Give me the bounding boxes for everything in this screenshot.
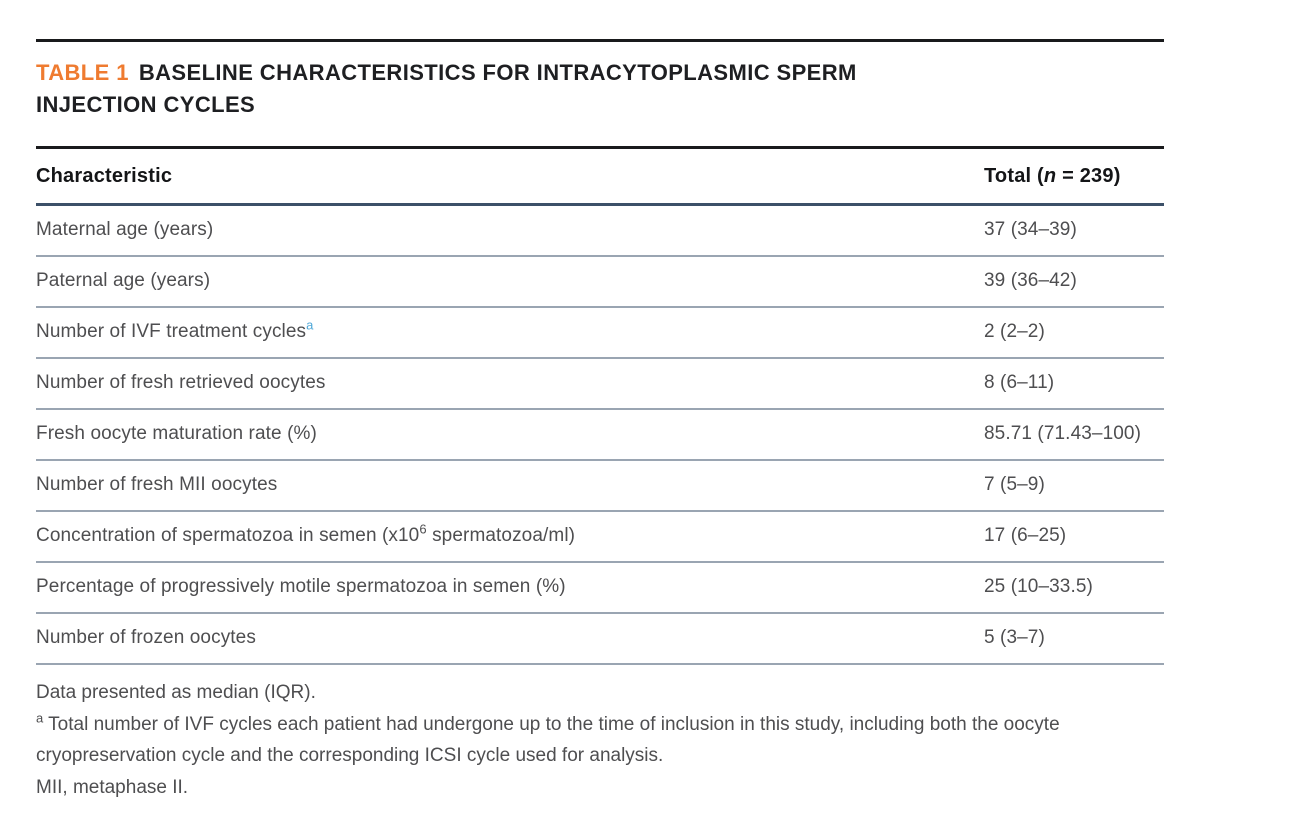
table-title-line2: INJECTION CYCLES: [36, 92, 256, 117]
italic-n: n: [1043, 165, 1057, 187]
top-divider: [36, 39, 1164, 42]
row-label: Fresh oocyte maturation rate (%): [36, 409, 984, 460]
table-row: [36, 562, 1164, 613]
table-title: [36, 57, 1164, 121]
row-value: 2 (2–2): [984, 307, 1164, 358]
footnote-mii: MII, metaphase II.: [36, 776, 189, 798]
column-header-characteristic: Characteristic: [36, 149, 984, 205]
table-row: [36, 205, 1164, 257]
table-header-row: [36, 149, 1164, 205]
row-label: Number of fresh retrieved oocytes: [36, 358, 984, 409]
row-label: Concentration of spermatozoa in semen ($x10^6$ spermatozoa/ml): [36, 511, 984, 562]
column-header-total: Total (n = 239): [984, 149, 1164, 205]
row-label: Number of frozen oocytes: [36, 613, 984, 664]
table-row: [36, 358, 1164, 409]
table-row: [36, 460, 1164, 511]
row-value: 25 (10–33.5): [984, 562, 1164, 613]
page: [0, 39, 1302, 830]
row-label: Number of IVF treatment cycles$^a$: [36, 307, 984, 358]
row-label: Maternal age (years): [36, 205, 984, 257]
table-number-label: TABLE 1: [36, 60, 129, 85]
exponent-6: 6: [419, 521, 427, 537]
table-row: [36, 256, 1164, 307]
row-value: 85.71 (71.43–100): [984, 409, 1164, 460]
table-row: [36, 307, 1164, 358]
table-row: [36, 511, 1164, 562]
row-label: Percentage of progressively motile spermatozoa in semen (%): [36, 562, 984, 613]
row-label: Number of fresh MII oocytes: [36, 460, 984, 511]
table-row: [36, 613, 1164, 664]
row-value: 8 (6–11): [984, 358, 1164, 409]
baseline-characteristics-table: [36, 149, 1164, 665]
row-value: 7 (5–9): [984, 460, 1164, 511]
table-row: [36, 409, 1164, 460]
row-value: 17 (6–25): [984, 511, 1164, 562]
table-figure: [36, 39, 1164, 803]
row-label: Paternal age (years): [36, 256, 984, 307]
footnote-a-marker: a: [36, 710, 44, 726]
row-value: 37 (34–39): [984, 205, 1164, 257]
row-value: 5 (3–7): [984, 613, 1164, 664]
footnote-a: $^a$ Total number of IVF cycles each patient had undergone up to the time of inclusion in this study, including both the oocyte cryopreservation cycle and the corresponding ICSI cycle used for analysis.: [36, 710, 1060, 766]
row-value: 39 (36–42): [984, 256, 1164, 307]
table-title-line1: BASELINE CHARACTERISTICS FOR INTRACYTOPLASMIC SPERM: [138, 60, 857, 85]
table-footnotes: [36, 677, 1164, 803]
footnote-median-iqr: Data presented as median (IQR).: [36, 682, 316, 703]
footnote-marker-a: a: [306, 317, 314, 333]
